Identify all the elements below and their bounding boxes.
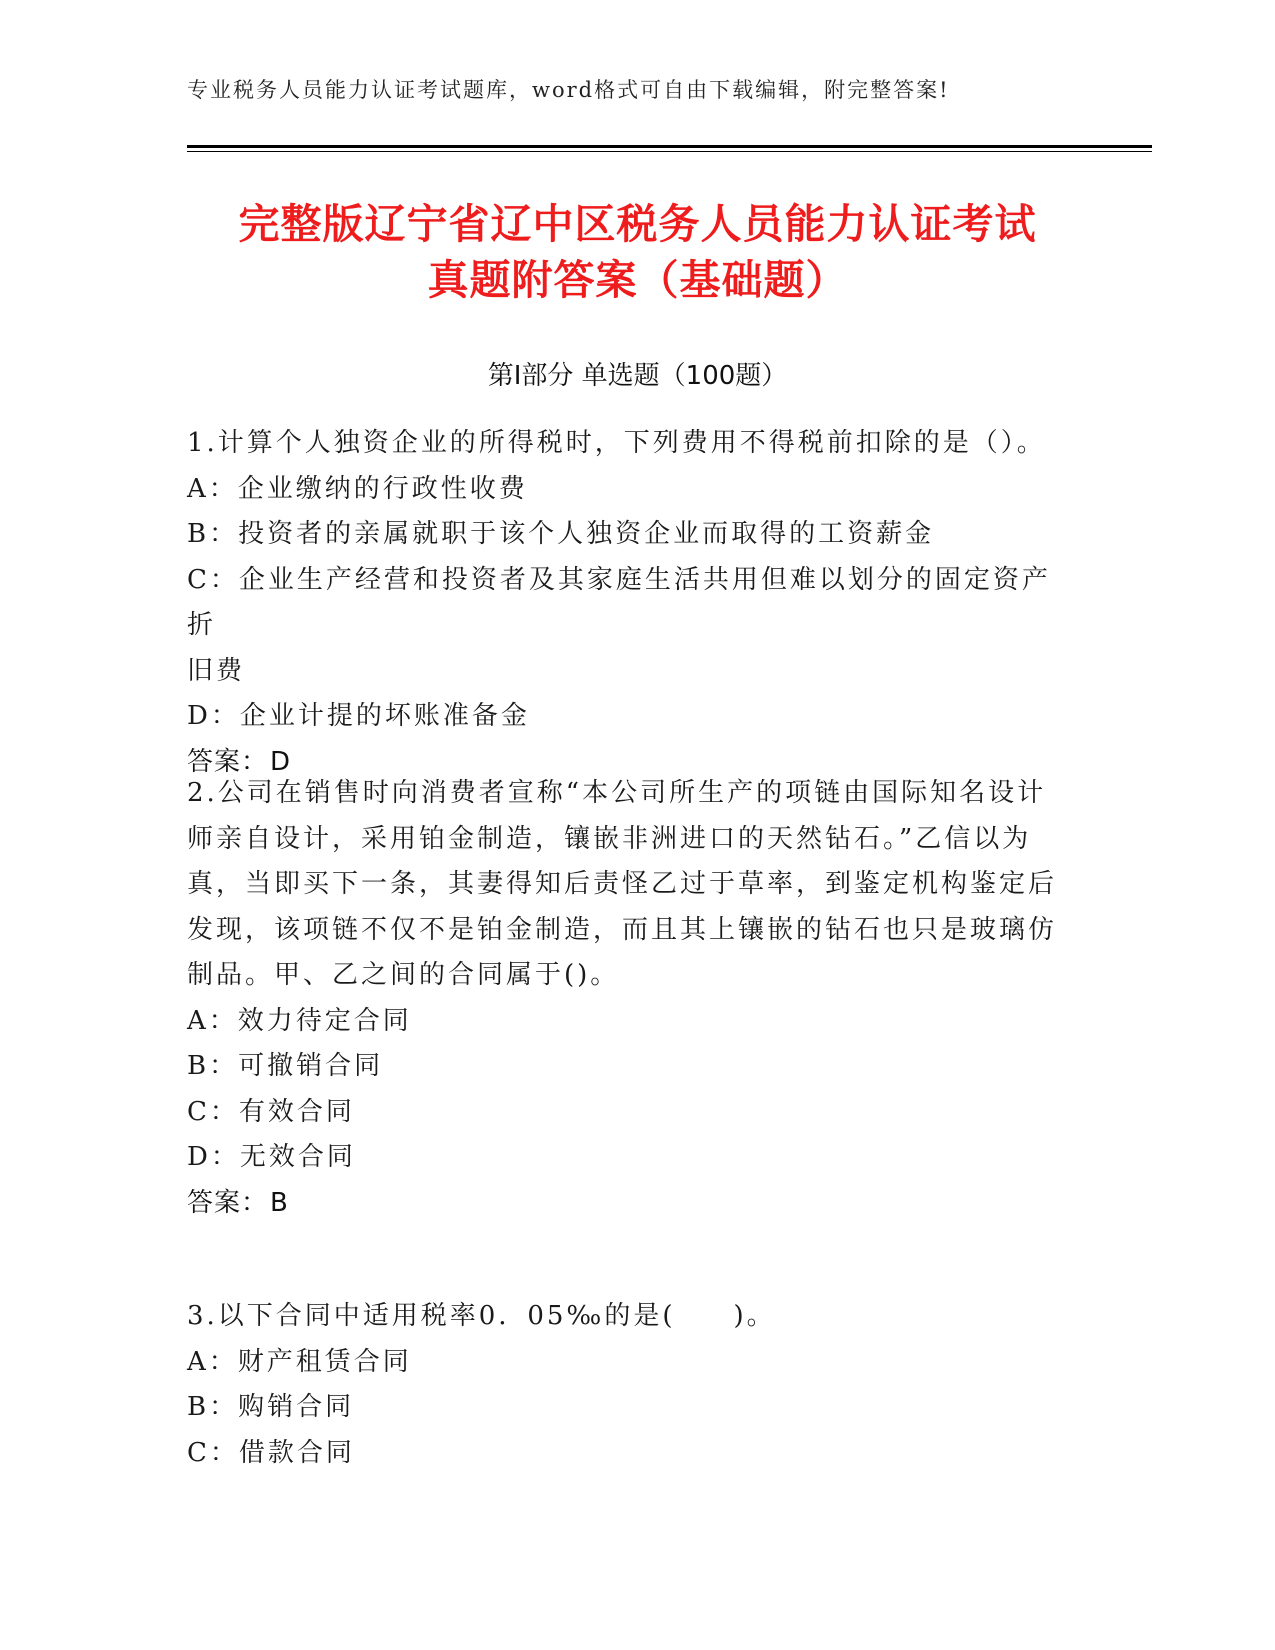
header-rule-thick xyxy=(187,145,1152,148)
option-d: D：企业计提的坏账准备金 xyxy=(187,701,530,731)
option-a: A：财产租赁合同 xyxy=(187,1346,412,1377)
question-stem-line: 真，当即买下一条，其妻得知后责怪乙过于草率，到鉴定机构鉴定后 xyxy=(187,869,1058,899)
question-stem: 1.计算个人独资企业的所得税时，下列费用不得税前扣除的是（）。 xyxy=(187,428,1046,458)
option-b: B：可撤销合同 xyxy=(187,1051,384,1081)
question-stem: 3.以下合同中适用税率0．05‰的是( )。 xyxy=(187,1301,776,1331)
question-1 xyxy=(187,421,1067,785)
option-b: B：投资者的亲属就职于该个人独资企业而取得的工资薪金 xyxy=(187,519,935,549)
question-stem-line: 制品。甲、乙之间的合同属于()。 xyxy=(187,960,620,990)
document-title xyxy=(150,196,1125,308)
question-stem-line: 2.公司在销售时向消费者宣称“本公司所生产的项链由国际知名设计 xyxy=(187,778,1047,808)
option-a: A：效力待定合同 xyxy=(187,1005,412,1036)
document-title-line1: 完整版辽宁省辽中区税务人员能力认证考试 xyxy=(238,200,1037,248)
answer-label: 答案： xyxy=(187,1187,269,1218)
option-d: D：无效合同 xyxy=(187,1142,356,1172)
document-title-line2: 真题附答案（基础题） xyxy=(427,256,848,304)
question-stem-line: 师亲自设计，采用铂金制造，镶嵌非洲进口的天然钻石。”乙信以为 xyxy=(187,823,1032,854)
answer-label: 答案： xyxy=(187,746,269,777)
option-a: A：企业缴纳的行政性收费 xyxy=(187,473,528,504)
option-c-continued: 旧费 xyxy=(187,655,246,686)
answer-line xyxy=(187,1181,1067,1227)
section-title: 第Ⅰ部分 单选题（100题） xyxy=(487,361,788,391)
option-c: C：借款合同 xyxy=(187,1437,355,1468)
question-2 xyxy=(187,771,1067,1226)
answer-value: D xyxy=(270,746,292,777)
question-stem-line: 发现，该项链不仅不是铂金制造，而且其上镶嵌的钻石也只是玻璃仿 xyxy=(187,914,1058,945)
question-3 xyxy=(187,1294,1067,1476)
header-rule-thin xyxy=(187,151,1152,152)
answer-value: B xyxy=(270,1187,289,1218)
option-c: C：有效合同 xyxy=(187,1096,355,1127)
header-note: 专业税务人员能力认证考试题库，word格式可自由下载编辑，附完整答案! xyxy=(187,78,950,102)
option-b: B：购销合同 xyxy=(187,1392,355,1422)
option-c: C：企业生产经营和投资者及其家庭生活共用但难以划分的固定资产折 xyxy=(187,564,1051,640)
